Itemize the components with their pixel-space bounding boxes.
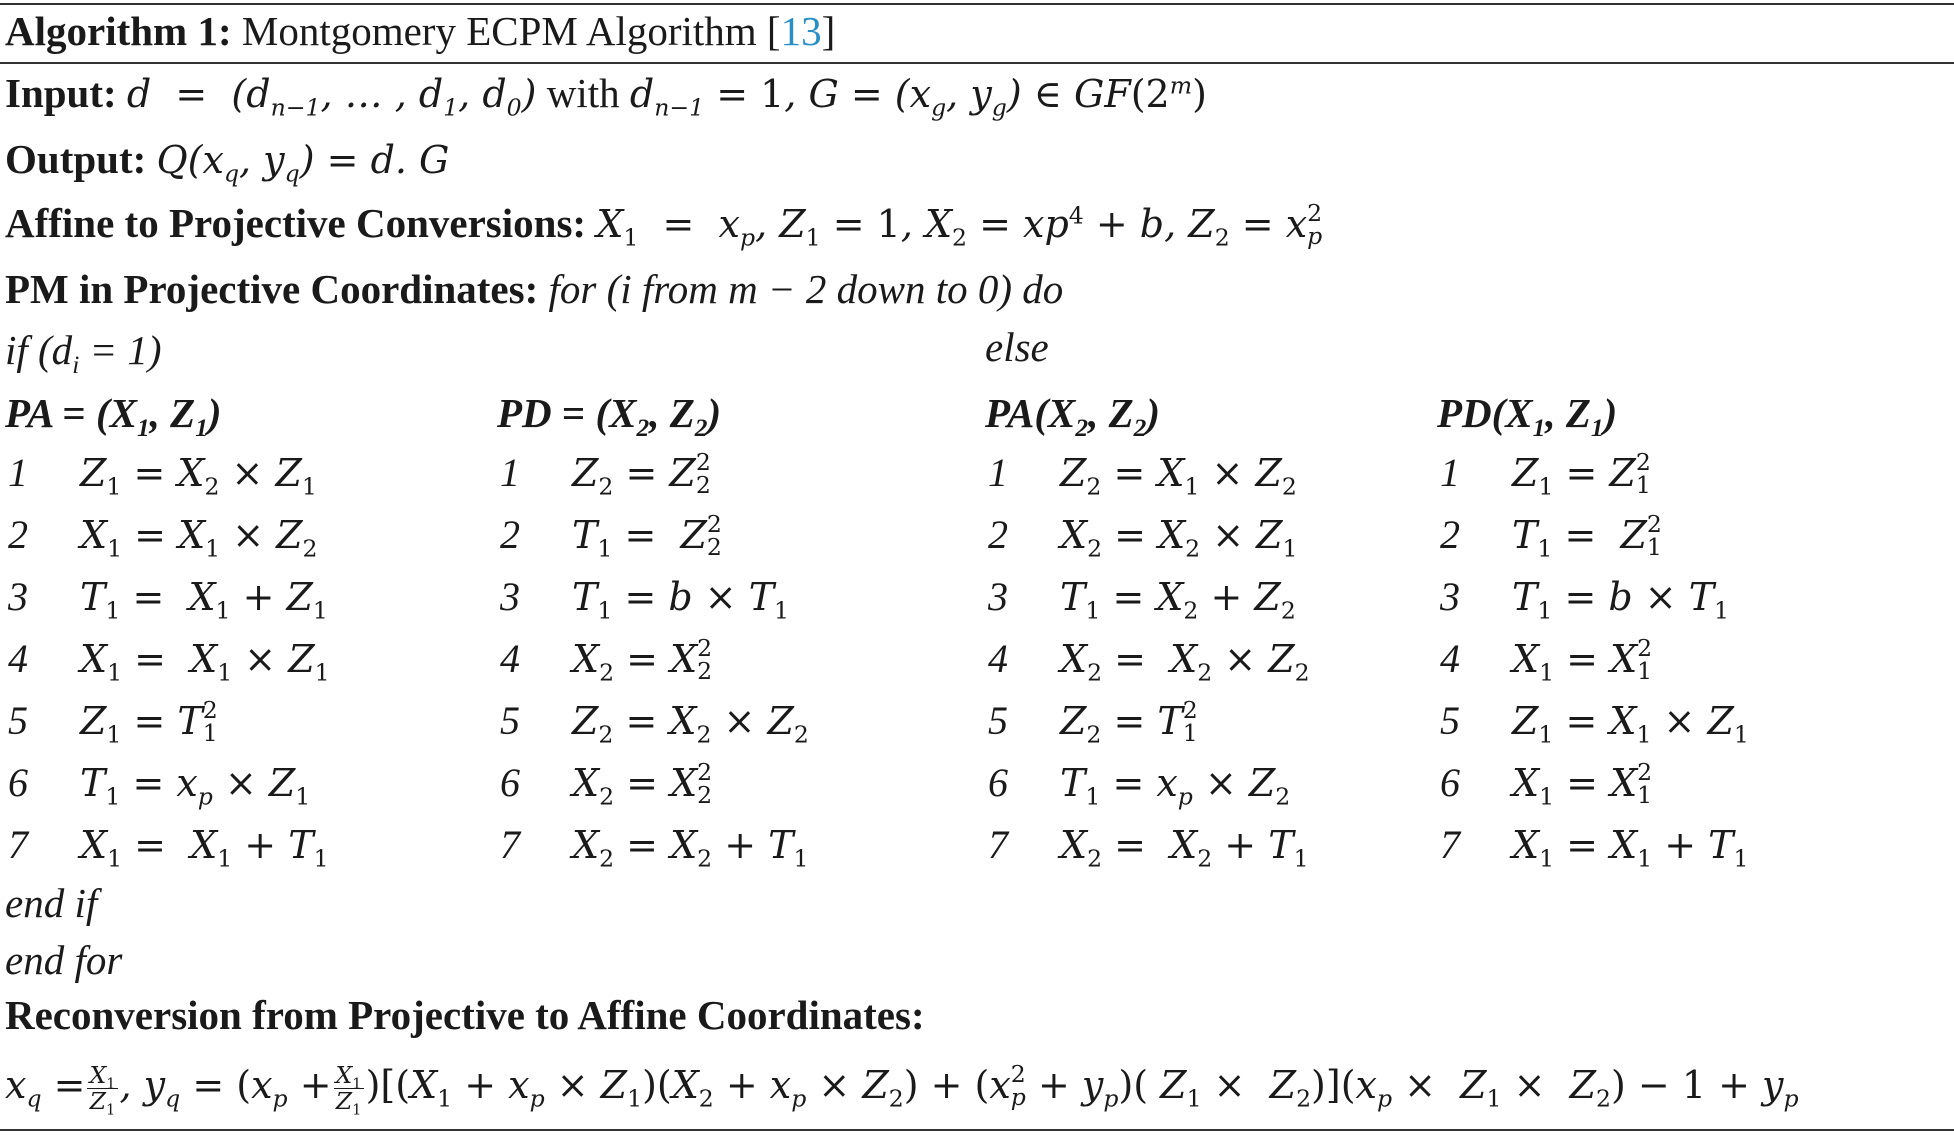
pa2-step-5: $Z_2 = T$ 2 1 <box>1060 695 1198 749</box>
col-pd-1: PD = ($X_2$, $Z_2$) <box>497 390 722 443</box>
output-line <box>5 134 450 188</box>
pd1-step-6: $X_2 = X$ 2 2 <box>572 757 713 811</box>
pm-loop: for (i from m − 2 down to 0) do <box>548 266 1064 312</box>
step-num: 7 <box>8 822 28 867</box>
pd1-step-2: $T_1 = Z$ 2 2 <box>572 509 722 563</box>
pa1-step-1: $Z_1 = X_2 \times Z_1$ <box>80 451 317 501</box>
pd1-step-3: $T_1 = b \times T_1$ <box>572 575 790 625</box>
step-num: 1 <box>1440 450 1460 495</box>
step-num: 1 <box>988 450 1008 495</box>
input-formula-2: $d_{n-1} = 1$, $G = (x_g$, $y_g$) ∈ GF(2$^m$) <box>629 71 1207 122</box>
top-rule <box>0 3 1954 5</box>
if-end: = 1) <box>79 327 162 373</box>
step-num: 1 <box>8 450 28 495</box>
step-num: 7 <box>1440 822 1460 867</box>
pa1-step-3: $T_1 = X_1 + Z_1$ <box>80 575 328 625</box>
step-num: 5 <box>1440 698 1460 743</box>
step-num: 2 <box>1440 512 1460 557</box>
pa1-step-6: $T_1 = x_p \times Z_1$ <box>80 761 311 811</box>
step-num: 4 <box>1440 636 1460 681</box>
step-num: 1 <box>500 450 520 495</box>
pd1-step-4: $X_2 = X$ 2 2 <box>572 633 713 687</box>
step-num: 6 <box>1440 760 1460 805</box>
pa2-step-3: $T_1 = X_2 + Z_2$ <box>1060 575 1296 625</box>
step-num: 7 <box>500 822 520 867</box>
pd2-step-5: $Z_1 = X_1 \times Z_1$ <box>1512 699 1749 749</box>
algorithm-name: Montgomery ECPM Algorithm [ <box>241 8 781 54</box>
col-pd-2: $PD(X_1$, $Z_1$) <box>1437 390 1618 443</box>
step-num: 2 <box>8 512 28 557</box>
step-num: 3 <box>500 574 520 619</box>
pa2-step-1: $Z_2 = X_1 \times Z_2$ <box>1060 451 1297 501</box>
pa1-step-7: $X_1 = X_1 + T_1$ <box>80 823 329 873</box>
if-line <box>5 325 162 380</box>
step-num: 6 <box>500 760 520 805</box>
step-num: 5 <box>988 698 1008 743</box>
algorithm-title <box>5 6 835 56</box>
input-with: with <box>546 70 620 116</box>
citation-link[interactable]: 13 <box>780 8 822 54</box>
if-sub: i <box>72 351 80 380</box>
pa2-step-4: $X_2 = X_2 \times Z_2$ <box>1060 637 1310 687</box>
pa1-step-5: $Z_1 = T$ 2 1 <box>80 695 218 749</box>
end-if: end if <box>5 880 98 926</box>
pd2-step-2: $T_1 = Z$ 2 1 <box>1512 509 1662 563</box>
input-formula: $d = (d_{n-1}$, … , $d_1$, $d_0$) <box>126 72 537 122</box>
reconversion-formula: $x_q$ = $\frac{X_1}{Z_1}$ , $y_q = (x_p$ + $\frac{X_1}{Z_1}$ )[$(X_1 + x_p \times Z_1)(X_2 + x_p \times Z_2) + (x$ 2 p + $y_p$)( $Z_1 \times Z_2)](x_p \times Z_1 \times Z_2) - 1 + y_p$ <box>5 1059 1799 1119</box>
if-text: if (d <box>5 327 73 373</box>
step-num: 5 <box>8 698 28 743</box>
step-num: 7 <box>988 822 1008 867</box>
pd1-step-7: $X_2 = X_2 + T_1$ <box>572 823 809 873</box>
pa1-step-2: $X_1 = X_1 \times Z_2$ <box>80 513 318 563</box>
input-line <box>5 68 1207 122</box>
pd1-step-1: $Z_2 = Z$ 2 2 <box>572 447 711 501</box>
end-for: end for <box>5 937 123 983</box>
pa2-step-6: $T_1 = x_p \times Z_2$ <box>1060 761 1291 811</box>
step-num: 3 <box>8 574 28 619</box>
output-formula: $Q(x_q$, $y_q) = d$. G <box>156 138 450 188</box>
col-pa-1: PA = ($X_1$, $Z_1$) <box>5 390 222 443</box>
step-num: 3 <box>988 574 1008 619</box>
else-label: else <box>985 324 1049 370</box>
pm-line <box>5 264 1063 314</box>
pa2-step-7: $X_2 = X_2 + T_1$ <box>1060 823 1309 873</box>
step-num: 4 <box>8 636 28 681</box>
pd1-step-5: $Z_2 = X_2 \times Z_2$ <box>572 699 809 749</box>
reconversion-label: Reconversion from Projective to Affine Coordinates: <box>5 992 925 1038</box>
step-num: 4 <box>988 636 1008 681</box>
pd2-step-1: $Z_1 = Z$ 2 1 <box>1512 447 1651 501</box>
algorithm-label: Algorithm 1: <box>5 8 232 54</box>
pa1-step-4: $X_1 = X_1 \times Z_1$ <box>80 637 330 687</box>
pm-label: PM in Projective Coordinates: <box>5 266 539 312</box>
title-rule <box>0 62 1954 64</box>
step-num: 5 <box>500 698 520 743</box>
algorithm-title-end: ] <box>821 8 836 54</box>
col-pa-2: $PA(X_2$, $Z_2$) <box>985 390 1160 443</box>
input-label: Input: <box>5 70 117 116</box>
conversion-formula: $X_1 = x_p$, $Z_1 = 1$, $X_2 = xp^4 + b$, $Z_2 = x$ 2 p <box>596 198 1323 252</box>
step-num: 4 <box>500 636 520 681</box>
conversion-line <box>5 198 1323 252</box>
bottom-rule <box>0 1129 1954 1131</box>
pd2-step-4: $X_1 = X$ 2 1 <box>1512 633 1653 687</box>
output-label: Output: <box>5 136 147 182</box>
conversion-label: Affine to Projective Conversions: <box>5 200 587 246</box>
pd2-step-3: $T_1 = b \times T_1$ <box>1512 575 1730 625</box>
step-num: 6 <box>988 760 1008 805</box>
step-num: 2 <box>988 512 1008 557</box>
pd2-step-6: $X_1 = X$ 2 1 <box>1512 757 1653 811</box>
step-num: 3 <box>1440 574 1460 619</box>
step-num: 6 <box>8 760 28 805</box>
pa2-step-2: $X_2 = X_2 \times Z_1$ <box>1060 513 1298 563</box>
step-num: 2 <box>500 512 520 557</box>
pd2-step-7: $X_1 = X_1 + T_1$ <box>1512 823 1749 873</box>
